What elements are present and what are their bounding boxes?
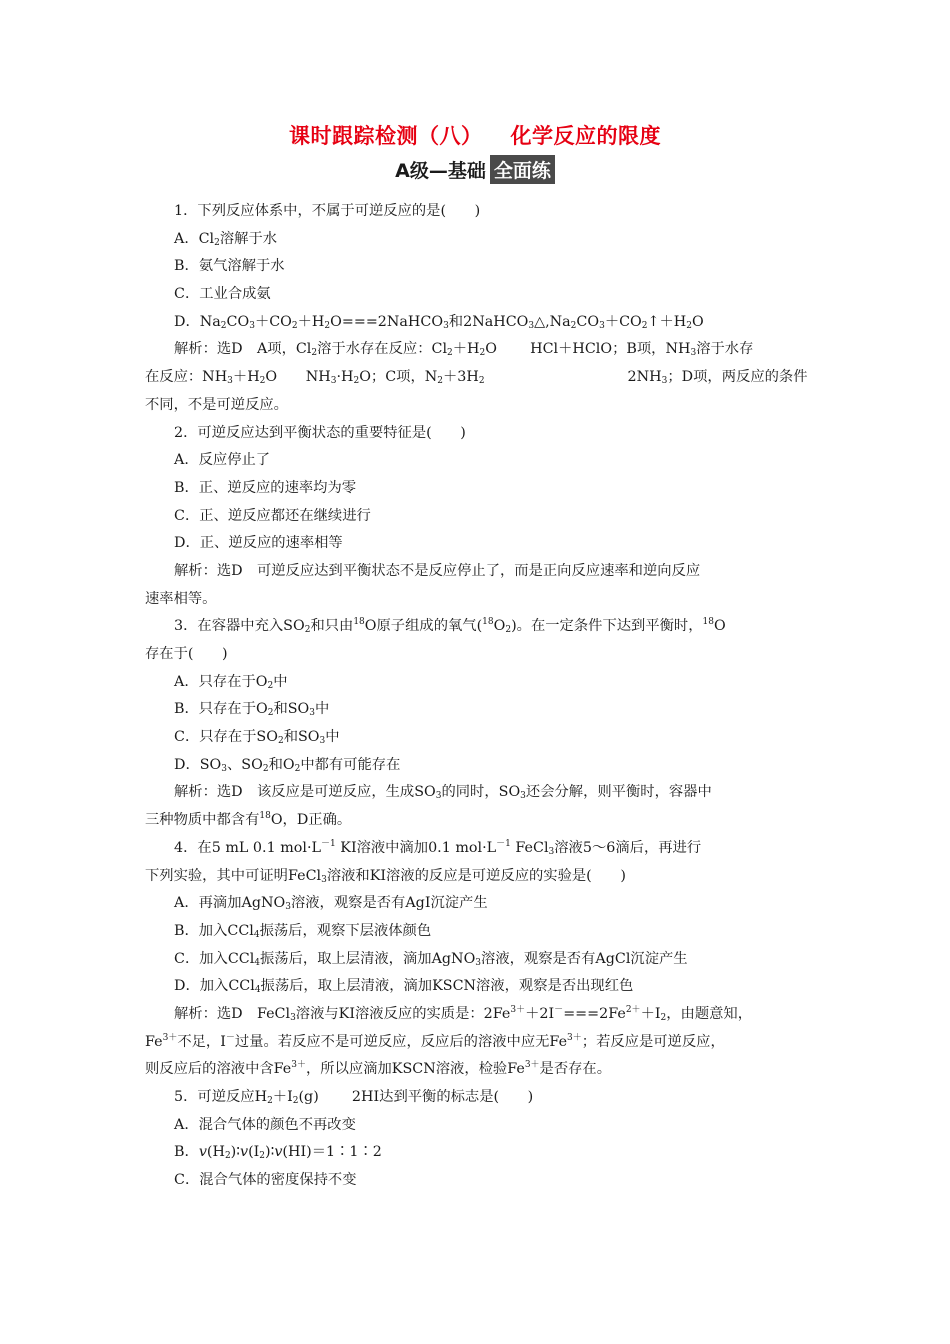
text-line: C．只存在于$SO_2$和$SO_3$中: [174, 729, 340, 747]
text-line: B．氨气溶解于水: [174, 258, 285, 275]
text-line: 三种物质中都含有$^{18}$O，D正确。: [145, 811, 352, 829]
title-main: 课时跟踪检测（八）: [289, 124, 483, 148]
text-line: C．混合气体的密度保持不变: [174, 1172, 357, 1189]
text-line: 5．可逆反应$H_2+I_2(g)$ 2HI达到平衡的标志是( ): [174, 1089, 534, 1106]
text-line: 解析：选D 该反应是可逆反应，生成$SO_3$的同时，$SO_3$还会分解，则平衡时，容器中: [174, 784, 712, 802]
level-prefix: A级—基础: [395, 160, 486, 182]
text-line: $Fe^{3+}$不足，I－过量。若反应不是可逆反应，反应后的溶液中应无$Fe^{3+}$；若反应是可逆反应，: [145, 1032, 725, 1050]
text-line: C．工业合成氨: [174, 286, 271, 303]
text-line: 4．在5 mL 0.1 $mol\cdot L^{-1}$ KI溶液中滴加0.1 $mol\cdot L^{-1}$ FeCl$_3$溶液5～6滴后，再进行: [174, 838, 702, 857]
text-line: D．$Na_2CO_3+CO_2+H_2O===2NaHCO_3$和$2NaHCO_3\triangle,Na_2CO_3+CO_2↑+H_2O$: [174, 313, 704, 331]
text-line: 解析：选D FeCl$_3$溶液与KI溶液反应的实质是：$2Fe^{3+}+2I^-===2Fe^{2+}+I_2$，由题意知，: [174, 1004, 753, 1023]
text-line: D．正、逆反应的速率相等: [174, 535, 343, 552]
text-line: 3．在容器中充入$SO_2$和只由$^{18}$O原子组成的氧气$(^{18}O_2)$。在一定条件下达到平衡时，$^{18}$O: [174, 617, 726, 636]
text-line: C．正、逆反应都还在继续进行: [174, 507, 371, 524]
text-line: B．加入CCl$_4$振荡后，观察下层液体颜色: [174, 922, 432, 940]
text-line: A．混合气体的颜色不再改变: [174, 1116, 356, 1133]
text-line: 下列实验，其中可证明FeCl$_3$溶液和KI溶液的反应是可逆反应的实验是( ): [145, 867, 626, 885]
text-line: B．只存在于$O_2$和$SO_3$中: [174, 701, 330, 719]
text-line: 1．下列反应体系中，不属于可逆反应的是( ): [174, 203, 481, 219]
page-title: [0, 120, 950, 150]
text-line: B．正、逆反应的速率均为零: [174, 479, 357, 496]
text-line: 解析：选D A项，$Cl_2$溶于水存在反应：$Cl_2+H_2O$ HCl＋HClO；B项，$NH_3$溶于水存: [174, 341, 754, 359]
text-line: 在反应：$NH_3+H_2O$ $NH_3\cdot H_2O$；C项，$N_2+3H_2$ $2NH_3$；D项，两反应的条件: [145, 369, 808, 387]
text-line: C．加入CCl$_4$振荡后，取上层清液，滴加AgNO$_3$溶液，观察是否有AgCl沉淀产生: [174, 950, 688, 968]
text-line: 存在于( ): [145, 646, 228, 662]
level-badge: 全面练: [490, 155, 555, 184]
text-line: A．只存在于$O_2$中: [174, 673, 288, 691]
title-topic: 化学反应的限度: [510, 124, 661, 148]
text-line: 2．可逆反应达到平衡状态的重要特征是( ): [174, 424, 466, 441]
text-line: 解析：选D 可逆反应达到平衡状态不是反应停止了，而是正向反应速率和逆向反应: [174, 562, 701, 579]
level-heading: [0, 155, 950, 184]
text-line: D．加入CCl$_4$振荡后，取上层清液，滴加KSCN溶液，观察是否出现红色: [174, 978, 634, 996]
document-body: [145, 198, 810, 1195]
text-line: B．$v(H_2)∶v(I_2)∶v(HI)=1∶1∶2$: [174, 1144, 382, 1162]
text-line: 不同，不是可逆反应。: [145, 396, 288, 413]
text-line: D．$SO_3$、$SO_2$和$O_2$中都有可能存在: [174, 756, 401, 774]
text-line: 速率相等。: [145, 590, 217, 607]
text-line: 则反应后的溶液中含$Fe^{3+}$，所以应滴加KSCN溶液，检验$Fe^{3+}$是否存在。: [145, 1060, 612, 1078]
text-line: A．再滴加AgNO$_3$溶液，观察是否有AgI沉淀产生: [174, 895, 488, 913]
text-line: A．$Cl_2$溶解于水: [174, 230, 278, 248]
text-line: A．反应停止了: [174, 452, 271, 469]
